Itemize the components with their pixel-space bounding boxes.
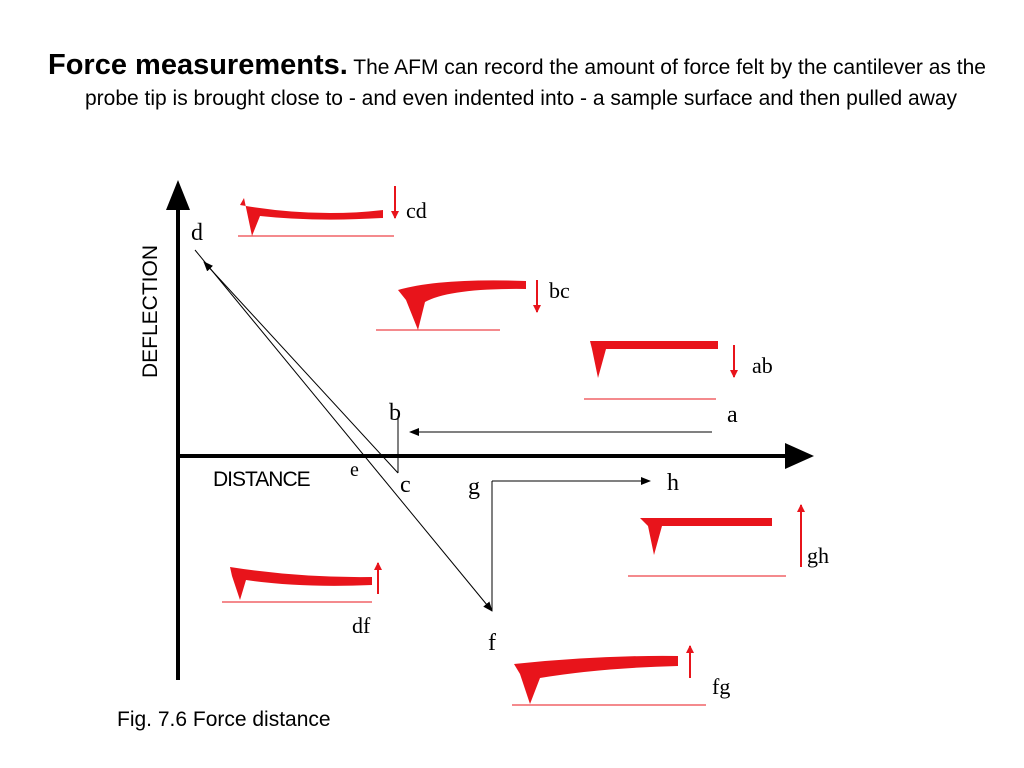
contact-loading-path [204, 262, 398, 473]
inset-label-bc: bc [549, 278, 570, 303]
figure-caption: Fig. 7.6 Force distance [117, 708, 331, 731]
cantilever-inset-df [222, 563, 378, 638]
cantilever-beam [230, 567, 372, 600]
cantilever-inset-gh [628, 505, 829, 576]
inset-label-fg: fg [712, 674, 731, 699]
point-label-f: f [488, 630, 496, 656]
cantilever-beam [590, 341, 718, 378]
point-label-d: d [191, 220, 203, 246]
cantilever-beam [640, 518, 772, 555]
heading-lead: Force measurements. [48, 49, 348, 81]
heading-body: The AFM can record the amount of force felt by the cantilever as the probe tip is brought close to - and even indented into - a sample surface and then pulled away [85, 56, 986, 110]
point-label-e: e [350, 459, 359, 481]
point-label-g: g [468, 474, 480, 500]
x-axis [176, 443, 814, 469]
inset-label-ab: ab [752, 353, 773, 378]
inset-label-df: df [352, 613, 371, 638]
point-label-h: h [667, 470, 679, 496]
cantilever-inset-fg [512, 646, 730, 705]
point-label-a: a [727, 402, 738, 428]
cantilever-beam [398, 280, 526, 330]
cantilever-beam [240, 198, 383, 236]
y-axis-label: DEFLECTION [139, 244, 162, 378]
point-label-b: b [389, 400, 401, 426]
y-axis [166, 180, 190, 680]
cantilever-beam [514, 656, 678, 704]
cantilever-inset-ab [584, 341, 773, 399]
inset-label-gh: gh [807, 543, 829, 568]
inset-label-cd: cd [406, 198, 427, 223]
x-axis-label: DISTANCE [213, 468, 310, 491]
point-label-c: c [400, 472, 411, 498]
cantilever-inset-cd [238, 186, 427, 236]
cantilever-inset-bc [376, 278, 570, 330]
unloading-path-df [195, 250, 492, 611]
